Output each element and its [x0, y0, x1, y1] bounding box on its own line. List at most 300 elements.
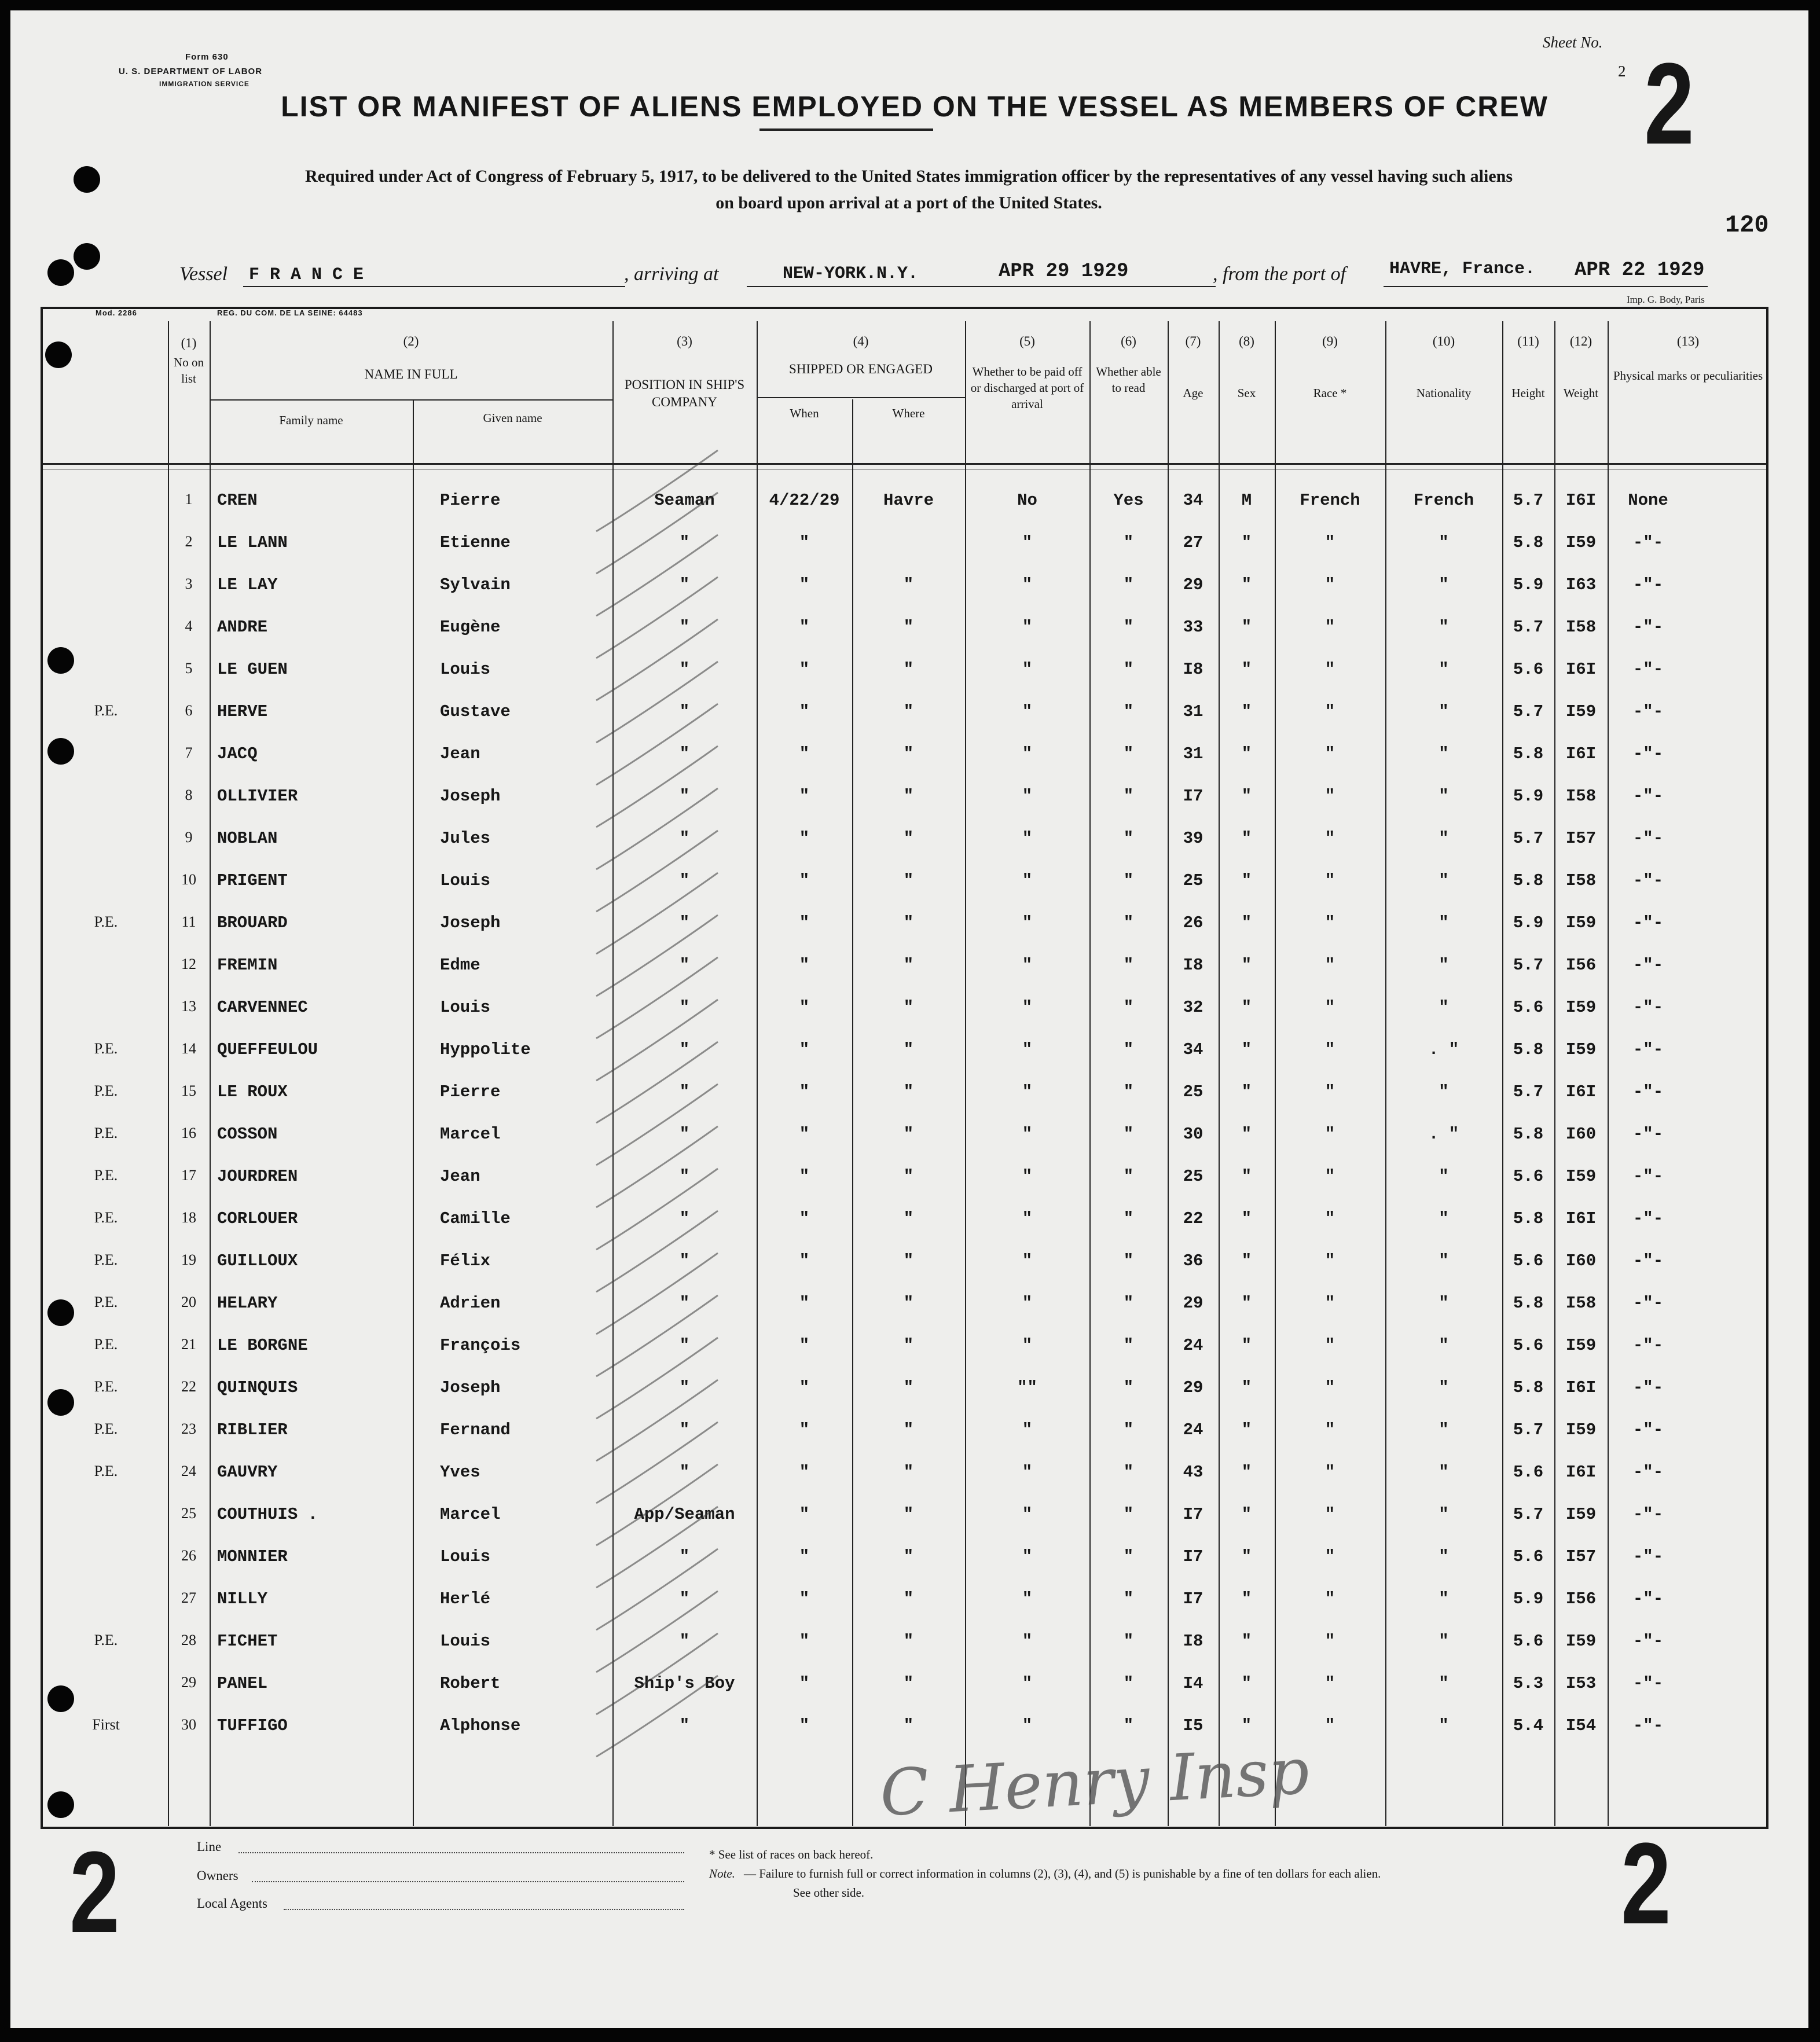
- cell-where: ": [903, 998, 914, 1017]
- arriving-label: , arriving at: [624, 263, 719, 285]
- col13-number: (13): [1676, 334, 1700, 348]
- arrival-date: APR 29 1929: [999, 260, 1129, 282]
- cell-given: Fernand: [440, 1420, 511, 1439]
- cell-nationality: ": [1439, 1589, 1449, 1608]
- cell-race: ": [1324, 744, 1335, 763]
- cell-no: 14: [181, 1040, 196, 1057]
- cell-sex: ": [1241, 744, 1252, 763]
- cell-note: P.E.: [94, 1463, 118, 1479]
- cell-sex: ": [1241, 575, 1252, 594]
- cell-race: ": [1324, 1547, 1335, 1566]
- cell-height: 5.8: [1513, 1125, 1544, 1144]
- cell-read: ": [1123, 1420, 1134, 1439]
- cell-paid: ": [1022, 1716, 1033, 1735]
- col3-number: (3): [677, 334, 692, 348]
- cell-marks: -"-: [1632, 1674, 1664, 1693]
- cell-height: 5.6: [1513, 660, 1544, 679]
- cell-where: ": [903, 1716, 914, 1735]
- check-stroke: [596, 915, 718, 996]
- cell-when: ": [799, 956, 810, 975]
- cell-nationality: ": [1439, 1378, 1449, 1397]
- cell-age: 34: [1183, 491, 1203, 510]
- see-other-side: See other side.: [793, 1886, 865, 1900]
- check-stroke: [596, 1338, 718, 1419]
- check-stroke: [596, 831, 718, 912]
- cell-where: ": [903, 702, 914, 721]
- col9-number: (9): [1322, 334, 1338, 348]
- cell-no: 15: [181, 1082, 196, 1099]
- cell-paid: ": [1022, 660, 1033, 679]
- cell-given: Louis: [440, 1547, 491, 1566]
- cell-nationality: ": [1439, 1167, 1449, 1186]
- col4-when-header: When: [790, 406, 819, 420]
- cell-read: ": [1123, 533, 1134, 552]
- cell-age: I5: [1183, 1716, 1203, 1735]
- cell-where: ": [903, 1420, 914, 1439]
- cell-note: P.E.: [94, 702, 118, 719]
- col1-number: (1): [181, 336, 197, 350]
- cell-race: ": [1324, 533, 1335, 552]
- cell-position: ": [679, 1547, 690, 1566]
- cell-age: 24: [1183, 1336, 1203, 1355]
- cell-age: 31: [1183, 744, 1203, 763]
- check-stroke: [596, 1549, 718, 1630]
- check-stroke: [596, 788, 718, 869]
- sheet-label: Sheet No.: [1543, 34, 1603, 51]
- cell-marks: -"-: [1632, 1463, 1664, 1482]
- cell-family: FREMIN: [217, 956, 278, 975]
- cell-family: NOBLAN: [217, 829, 278, 848]
- cell-paid: ": [1022, 829, 1033, 848]
- cell-marks: -"-: [1632, 1040, 1664, 1059]
- cell-paid: ": [1022, 1505, 1033, 1524]
- cell-position: ": [679, 956, 690, 975]
- cell-age: 30: [1183, 1125, 1203, 1144]
- cell-marks: -"-: [1632, 702, 1664, 721]
- cell-nationality: ": [1439, 998, 1449, 1017]
- cell-age: I8: [1183, 956, 1203, 975]
- col12-number: (12): [1569, 334, 1592, 348]
- cell-where: ": [903, 1336, 914, 1355]
- col4-where-header: Where: [892, 406, 925, 420]
- col4-header: SHIPPED OR ENGAGED: [789, 362, 933, 376]
- cell-read: ": [1123, 1463, 1134, 1482]
- cell-age: 43: [1183, 1463, 1203, 1482]
- cell-position: ": [679, 1420, 690, 1439]
- cell-race: ": [1324, 1040, 1335, 1059]
- check-stroke: [596, 450, 718, 531]
- cell-family: RIBLIER: [217, 1420, 288, 1439]
- cell-position: ": [679, 1336, 690, 1355]
- vessel-name: F R A N C E: [249, 265, 364, 285]
- cell-sex: ": [1241, 1082, 1252, 1101]
- cell-when: ": [799, 533, 810, 552]
- cell-age: 24: [1183, 1420, 1203, 1439]
- cell-where: ": [903, 1040, 914, 1059]
- cell-when: ": [799, 1125, 810, 1144]
- cell-race: ": [1324, 1082, 1335, 1101]
- races-note: * See list of races on back hereof.: [709, 1848, 874, 1861]
- cell-age: 39: [1183, 829, 1203, 848]
- col1-header: No on list: [174, 355, 204, 385]
- cell-no: 18: [181, 1209, 196, 1226]
- from-port: HAVRE, France.: [1389, 259, 1536, 279]
- cell-when: ": [799, 1716, 810, 1735]
- cell-age: I7: [1183, 1505, 1203, 1524]
- cell-race: ": [1324, 1209, 1335, 1228]
- cell-no: 3: [185, 575, 193, 592]
- cell-race: ": [1324, 1251, 1335, 1270]
- cell-paid: ": [1022, 702, 1033, 721]
- cell-when: ": [799, 618, 810, 637]
- cell-height: 5.6: [1513, 998, 1544, 1017]
- cell-no: 27: [181, 1589, 196, 1606]
- col4-number: (4): [853, 334, 869, 348]
- col2-given-header: Given name: [483, 411, 542, 425]
- cell-given: Louis: [440, 1632, 491, 1651]
- cell-when: ": [799, 702, 810, 721]
- cell-no: 17: [181, 1167, 196, 1184]
- page-title: LIST OR MANIFEST OF ALIENS EMPLOYED ON THE VESSEL AS MEMBERS OF CREW: [281, 90, 1549, 123]
- cell-height: 5.7: [1513, 1420, 1544, 1439]
- cell-position: Seaman: [654, 491, 715, 510]
- cell-position: ": [679, 998, 690, 1017]
- cell-read: ": [1123, 998, 1134, 1017]
- cell-given: Jean: [440, 744, 480, 763]
- cell-race: ": [1324, 1674, 1335, 1693]
- cell-nationality: ": [1439, 1463, 1449, 1482]
- cell-paid: ": [1022, 871, 1033, 890]
- cell-no: 6: [185, 702, 193, 719]
- cell-race: ": [1324, 998, 1335, 1017]
- cell-family: JOURDREN: [217, 1167, 298, 1186]
- cell-read: ": [1123, 575, 1134, 594]
- cell-weight: I53: [1565, 1674, 1597, 1693]
- cell-when: ": [799, 913, 810, 932]
- cell-race: ": [1324, 1505, 1335, 1524]
- from-port-label: , from the port of: [1213, 263, 1346, 285]
- cell-read: ": [1123, 1547, 1134, 1566]
- cell-paid: ": [1022, 1294, 1033, 1313]
- cell-family: QUEFFEULOU: [217, 1040, 318, 1059]
- cell-where: ": [903, 1209, 914, 1228]
- cell-marks: -"-: [1632, 787, 1664, 806]
- cell-age: 29: [1183, 1378, 1203, 1397]
- cell-position: ": [679, 1716, 690, 1735]
- cell-no: 8: [185, 787, 193, 803]
- cell-paid: ": [1022, 1251, 1033, 1270]
- cell-read: ": [1123, 1125, 1134, 1144]
- cell-weight: I59: [1565, 1336, 1597, 1355]
- sheet-number-small: 2: [1618, 63, 1626, 80]
- cell-given: Gustave: [440, 702, 511, 721]
- cell-height: 5.6: [1513, 1632, 1544, 1651]
- cell-given: Hyppolite: [440, 1040, 531, 1059]
- cell-family: LE LANN: [217, 533, 288, 552]
- cell-weight: I57: [1565, 1547, 1597, 1566]
- check-stroke: [596, 1380, 718, 1461]
- cell-family: TUFFIGO: [217, 1716, 288, 1735]
- cell-family: LE ROUX: [217, 1082, 288, 1101]
- cell-sex: ": [1241, 1505, 1252, 1524]
- cell-marks: -"-: [1632, 744, 1664, 763]
- cell-no: 16: [181, 1125, 196, 1141]
- cell-race: French: [1300, 491, 1360, 510]
- cell-when: ": [799, 871, 810, 890]
- big-sheet-number-right: 2: [1621, 1819, 1671, 1948]
- cell-when: ": [799, 1589, 810, 1608]
- cell-when: ": [799, 998, 810, 1017]
- subtitle-line-2: on board upon arrival at a port of the United States.: [715, 193, 1102, 212]
- cell-read: ": [1123, 618, 1134, 637]
- cell-sex: ": [1241, 1294, 1252, 1313]
- cell-where: Havre: [883, 491, 934, 510]
- cell-where: ": [903, 575, 914, 594]
- cell-position: App/Seaman: [634, 1505, 735, 1524]
- cell-family: HELARY: [217, 1294, 278, 1313]
- col11-header: Height: [1511, 386, 1545, 400]
- cell-position: ": [679, 1589, 690, 1608]
- registration: REG. DU COM. DE LA SEINE: 64483: [217, 308, 363, 317]
- cell-weight: I58: [1565, 618, 1597, 637]
- cell-when: 4/22/29: [769, 491, 840, 510]
- cell-where: ": [903, 618, 914, 637]
- cell-position: ": [679, 744, 690, 763]
- cell-position: ": [679, 1378, 690, 1397]
- cell-nationality: ": [1439, 1336, 1449, 1355]
- cell-paid: ": [1022, 1336, 1033, 1355]
- cell-marks: -"-: [1632, 1209, 1664, 1228]
- cell-race: ": [1324, 660, 1335, 679]
- cell-nationality: ": [1439, 829, 1449, 848]
- cell-read: Yes: [1113, 491, 1144, 510]
- cell-height: 5.6: [1513, 1463, 1544, 1482]
- check-stroke: [596, 1507, 718, 1588]
- cell-sex: ": [1241, 1336, 1252, 1355]
- cell-where: ": [903, 1632, 914, 1651]
- cell-marks: -"-: [1632, 956, 1664, 975]
- cell-marks: -"-: [1632, 1547, 1664, 1566]
- cell-paid: ": [1022, 1463, 1033, 1482]
- cell-given: Yves: [440, 1463, 480, 1482]
- cell-read: ": [1123, 1632, 1134, 1651]
- cell-height: 5.7: [1513, 1082, 1544, 1101]
- cell-sex: ": [1241, 1547, 1252, 1566]
- cell-position: ": [679, 787, 690, 806]
- cell-where: ": [903, 1251, 914, 1270]
- check-stroke: [596, 1084, 718, 1165]
- check-stroke: [596, 1211, 718, 1292]
- cell-marks: -"-: [1632, 533, 1664, 552]
- cell-read: ": [1123, 1209, 1134, 1228]
- check-stroke: [596, 704, 718, 785]
- check-stroke: [596, 1422, 718, 1503]
- cell-family: QUINQUIS: [217, 1378, 298, 1397]
- cell-where: ": [903, 660, 914, 679]
- cell-nationality: ": [1439, 575, 1449, 594]
- cell-given: Louis: [440, 998, 491, 1017]
- cell-nationality: ": [1439, 871, 1449, 890]
- cell-race: ": [1324, 575, 1335, 594]
- cell-no: 25: [181, 1505, 196, 1522]
- cell-nationality: ": [1439, 1716, 1449, 1735]
- cell-no: 5: [185, 660, 193, 677]
- cell-family: LE GUEN: [217, 660, 288, 679]
- cell-when: ": [799, 1420, 810, 1439]
- cell-weight: I59: [1565, 702, 1597, 721]
- cell-marks: -"-: [1632, 1378, 1664, 1397]
- cell-no: 13: [181, 998, 196, 1015]
- col5-number: (5): [1019, 334, 1035, 348]
- cell-sex: ": [1241, 1378, 1252, 1397]
- cell-read: ": [1123, 1082, 1134, 1101]
- cell-no: 28: [181, 1632, 196, 1648]
- col6-header: Whether able to read: [1096, 365, 1161, 395]
- cell-no: 4: [185, 618, 193, 634]
- cell-sex: ": [1241, 871, 1252, 890]
- cell-read: ": [1123, 956, 1134, 975]
- cell-weight: I60: [1565, 1125, 1597, 1144]
- cell-height: 5.9: [1513, 913, 1544, 932]
- cell-family: NILLY: [217, 1589, 268, 1608]
- cell-note: P.E.: [94, 1125, 118, 1141]
- cell-marks: None: [1628, 491, 1668, 510]
- cell-race: ": [1324, 1463, 1335, 1482]
- cell-when: ": [799, 660, 810, 679]
- col5-header: Whether to be paid off or discharged at port of arrival: [970, 365, 1084, 411]
- cell-family: LE LAY: [217, 575, 278, 594]
- cell-family: OLLIVIER: [217, 787, 298, 806]
- service-name: IMMIGRATION SERVICE: [159, 80, 249, 88]
- cell-where: ": [903, 829, 914, 848]
- cell-sex: ": [1241, 1167, 1252, 1186]
- cell-sex: ": [1241, 1463, 1252, 1482]
- cell-given: Eugène: [440, 618, 501, 637]
- cell-marks: -"-: [1632, 1082, 1664, 1101]
- owners-field: [252, 1881, 684, 1882]
- cell-no: 21: [181, 1336, 196, 1353]
- note-text: — Failure to furnish full or correct information in columns (2), (3), (4), and (5) is punishable by a fine of ten dollars for each alien.: [744, 1867, 1381, 1881]
- cell-height: 5.8: [1513, 871, 1544, 890]
- cell-given: Marcel: [440, 1505, 501, 1524]
- col8-header: Sex: [1237, 386, 1256, 400]
- cell-read: ": [1123, 1251, 1134, 1270]
- cell-sex: ": [1241, 1589, 1252, 1608]
- cell-position: ": [679, 533, 690, 552]
- cell-race: ": [1324, 1167, 1335, 1186]
- cell-marks: -"-: [1632, 1125, 1664, 1144]
- cell-no: 7: [185, 744, 193, 761]
- department-name: U. S. DEPARTMENT OF LABOR: [119, 67, 263, 76]
- inspector-signature: C Henry Insp: [878, 1734, 1311, 1831]
- cell-weight: I56: [1565, 956, 1597, 975]
- cell-race: ": [1324, 1589, 1335, 1608]
- cell-where: ": [903, 871, 914, 890]
- cell-weight: I59: [1565, 1505, 1597, 1524]
- cell-weight: I59: [1565, 1632, 1597, 1651]
- cell-marks: -"-: [1632, 1294, 1664, 1313]
- cell-given: Pierre: [440, 1082, 501, 1101]
- cell-sex: ": [1241, 1125, 1252, 1144]
- cell-paid: ": [1022, 744, 1033, 763]
- cell-marks: -"-: [1632, 1336, 1664, 1355]
- cell-nationality: ": [1439, 1251, 1449, 1270]
- cell-read: ": [1123, 829, 1134, 848]
- cell-weight: I59: [1565, 913, 1597, 932]
- cell-given: Joseph: [440, 913, 501, 932]
- cell-given: Louis: [440, 660, 491, 679]
- cell-age: I8: [1183, 660, 1203, 679]
- cell-race: ": [1324, 702, 1335, 721]
- cell-marks: -"-: [1632, 1632, 1664, 1651]
- cell-paid: ": [1022, 575, 1033, 594]
- cell-no: 10: [181, 871, 196, 888]
- cell-nationality: ": [1439, 744, 1449, 763]
- cell-paid: No: [1017, 491, 1037, 510]
- cell-marks: -"-: [1632, 913, 1664, 932]
- cell-position: ": [679, 1209, 690, 1228]
- cell-note: P.E.: [94, 1251, 118, 1268]
- cell-note: P.E.: [94, 1420, 118, 1437]
- check-stroke: [596, 873, 718, 954]
- check-stroke: [596, 1676, 718, 1757]
- cell-age: 25: [1183, 1167, 1203, 1186]
- cell-sex: ": [1241, 1420, 1252, 1439]
- form-number: Form 630: [185, 52, 229, 62]
- cell-read: ": [1123, 1378, 1134, 1397]
- cell-nationality: ": [1439, 1632, 1449, 1651]
- cell-where: ": [903, 1589, 914, 1608]
- col2-header: NAME IN FULL: [364, 367, 458, 381]
- cell-height: 5.9: [1513, 787, 1544, 806]
- cell-sex: ": [1241, 533, 1252, 552]
- cell-note: P.E.: [94, 1082, 118, 1099]
- cell-nationality: ": [1439, 1294, 1449, 1313]
- cell-position: ": [679, 575, 690, 594]
- cell-sex: ": [1241, 1632, 1252, 1651]
- cell-read: ": [1123, 1589, 1134, 1608]
- cell-height: 5.8: [1513, 744, 1544, 763]
- cell-weight: I6I: [1565, 1378, 1597, 1397]
- cell-age: I7: [1183, 1547, 1203, 1566]
- cell-height: 5.4: [1513, 1716, 1544, 1735]
- cell-no: 26: [181, 1547, 196, 1564]
- cell-when: ": [799, 787, 810, 806]
- cell-position: ": [679, 660, 690, 679]
- cell-when: ": [799, 1251, 810, 1270]
- cell-nationality: ": [1439, 702, 1449, 721]
- sheet-number-large: 2: [1644, 39, 1694, 168]
- cell-nationality: ": [1439, 618, 1449, 637]
- model-number: Mod. 2286: [96, 308, 137, 317]
- cell-note: P.E.: [94, 1167, 118, 1184]
- cell-age: I7: [1183, 1589, 1203, 1608]
- cell-marks: -"-: [1632, 998, 1664, 1017]
- cell-weight: I6I: [1565, 1463, 1597, 1482]
- cell-paid: ": [1022, 1082, 1033, 1101]
- cell-read: ": [1123, 702, 1134, 721]
- cell-age: I8: [1183, 1632, 1203, 1651]
- cell-sex: ": [1241, 998, 1252, 1017]
- cell-position: ": [679, 913, 690, 932]
- check-stroke: [596, 957, 718, 1038]
- cell-weight: I6I: [1565, 744, 1597, 763]
- cell-where: ": [903, 1674, 914, 1693]
- cell-position: ": [679, 829, 690, 848]
- cell-age: 25: [1183, 1082, 1203, 1101]
- cell-family: PANEL: [217, 1674, 268, 1693]
- cell-weight: I6I: [1565, 491, 1597, 510]
